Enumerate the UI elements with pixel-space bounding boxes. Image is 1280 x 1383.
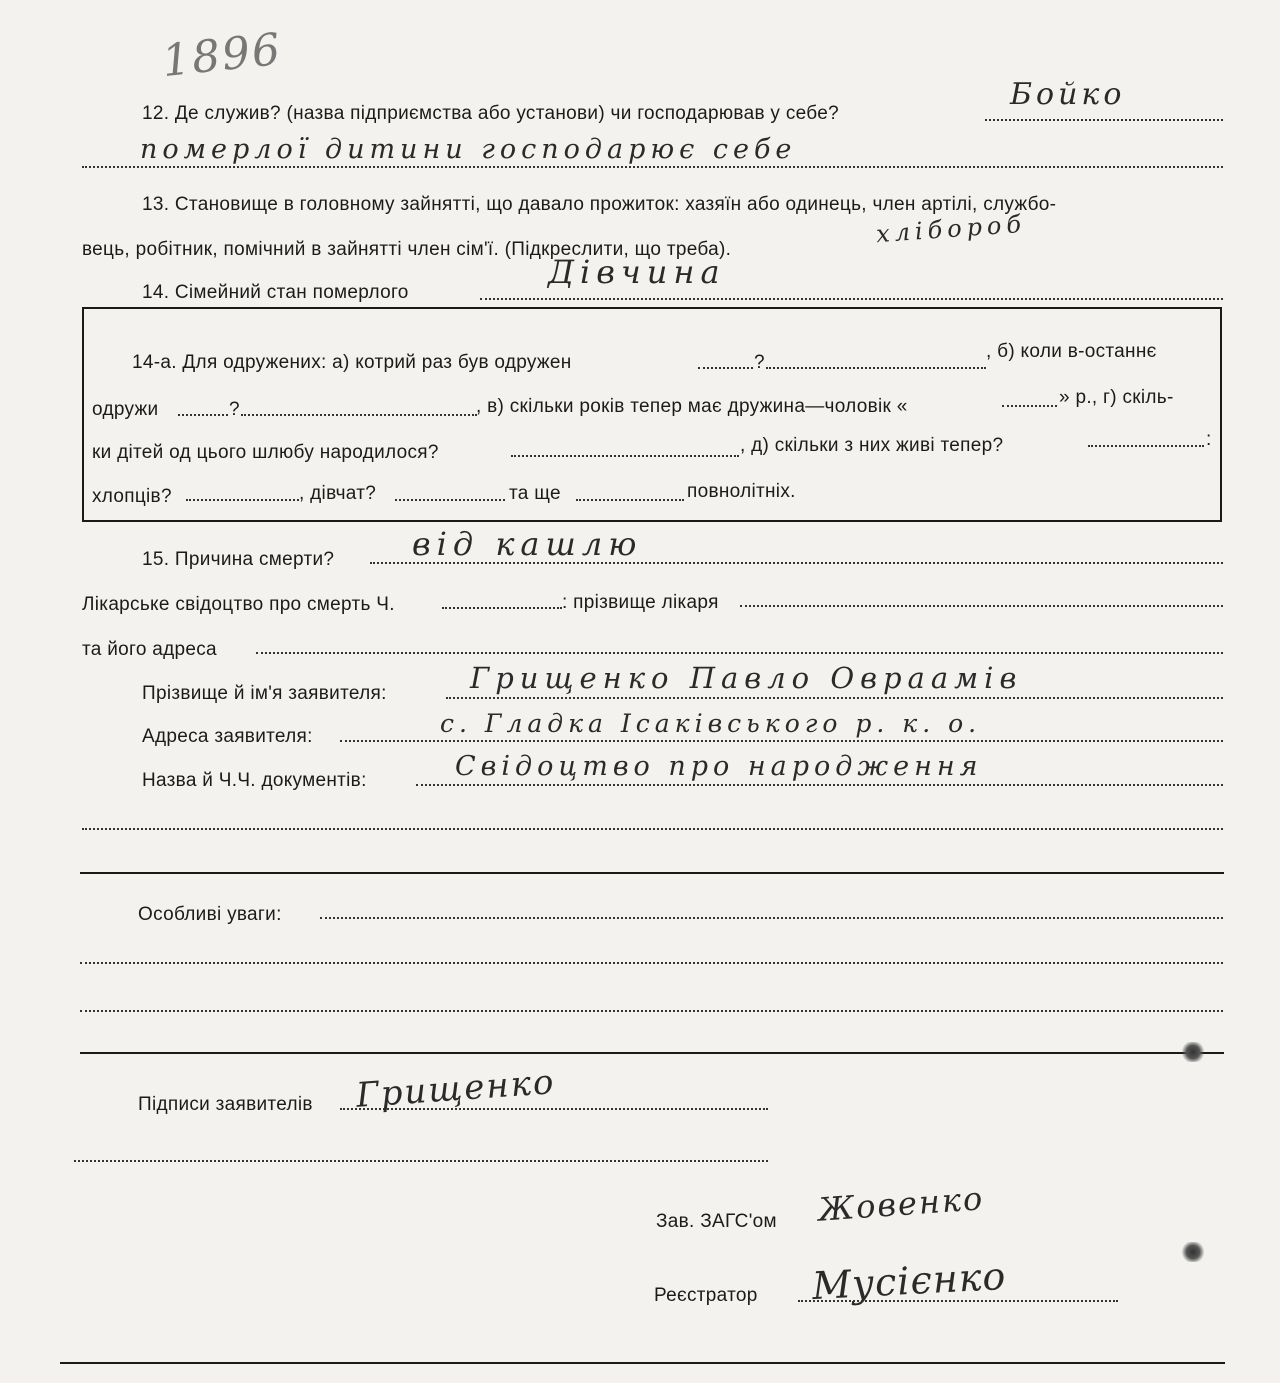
section-divider-2	[80, 1052, 1224, 1054]
q14a-line-4-fill-3	[576, 499, 684, 501]
ink-blot	[1180, 1042, 1206, 1062]
q12-line-2	[82, 166, 1223, 168]
q14a-line-4a: хлопців?	[92, 486, 172, 507]
q13-line-1: 13. Становище в головному зайнятті, що давало прожиток: хазяїн або одинець, член артілі, службо-	[142, 194, 1057, 215]
ink-blot-2	[1180, 1242, 1206, 1262]
q14a-line-3-fill-1	[511, 455, 739, 457]
notes-line-3	[80, 1010, 1223, 1012]
q12-line	[985, 119, 1223, 121]
q14a-line-2b: ?	[229, 399, 240, 420]
applicant-signature-label: Підписи заявителів	[138, 1094, 313, 1115]
q14-label: 14. Сімейний стан померлого	[142, 282, 409, 303]
section-divider-1	[80, 872, 1224, 874]
q12-answer-1: Бойко	[1010, 77, 1126, 112]
q14a-line-1c: , б) коли в-останнє	[986, 341, 1157, 362]
q14a-line-3b: , д) скільки з них живі тепер?	[740, 435, 1004, 456]
q15-answer: від кашлю	[412, 525, 643, 563]
blank-line-1	[82, 828, 1223, 830]
q14a-line-2-fill-1	[178, 414, 228, 416]
registrar-signature: Мусієнко	[810, 1253, 1008, 1309]
applicant-name-line	[446, 697, 1223, 699]
doctor-line	[740, 605, 1223, 607]
documents-line	[416, 784, 1223, 786]
q14a-line-2a: одружи	[92, 399, 159, 420]
q14a-line-2-fill-3	[1002, 405, 1057, 407]
notes-label: Особливі уваги:	[138, 904, 282, 925]
q14a-line-2c: , в) скільки років тепер має дружина—чоловік «	[476, 396, 908, 417]
applicant-address-value: с. Гладка Ісаківського р. к. о.	[440, 709, 982, 738]
q12-answer-2: померлої дитини господарює себе	[140, 134, 797, 165]
head-label: Зав. ЗАГС'ом	[656, 1211, 777, 1232]
bottom-rule	[60, 1362, 1225, 1364]
q14-line	[480, 298, 1223, 300]
archive-number: 1896	[159, 23, 285, 88]
doctor-address-line	[256, 652, 1223, 654]
notes-line-2	[80, 962, 1223, 964]
q14a-line-1-fill-2	[766, 367, 986, 369]
q14a-line-3c: :	[1206, 429, 1212, 450]
q13-answer: хлібороб	[875, 209, 1027, 249]
q15-label: 15. Причина смерти?	[142, 549, 335, 570]
applicant-address-label: Адреса заявителя:	[142, 726, 313, 747]
q14a-line-4d: повнолітніх.	[687, 481, 796, 502]
q14a-line-3a: ки дітей од цього шлюбу народилося?	[92, 442, 439, 463]
q14a-line-4-fill-1	[186, 499, 299, 501]
q13-line-2: вець, робітник, помічний в зайнятті член сім'ї. (Підкреслити, що треба).	[82, 239, 732, 260]
q14a-line-4c: та ще	[509, 483, 561, 504]
applicant-signature: Грищенко	[354, 1062, 557, 1116]
medical-certificate-label: Лікарське свідоцтво про смерть Ч.	[82, 594, 395, 615]
applicant-name-label: Прізвище й ім'я заявителя:	[142, 683, 387, 704]
doctor-address-label: та його адреса	[82, 639, 217, 660]
q12-label: 12. Де служив? (назва підприємства або установи) чи господарював у себе?	[142, 103, 839, 124]
q14a-line-1-fill-1	[698, 367, 753, 369]
notes-line-1	[320, 917, 1223, 919]
q14-answer: Дівчина	[548, 253, 726, 291]
doctor-label: : прізвище лікаря	[562, 592, 719, 613]
q14a-line-3-fill-2	[1088, 445, 1204, 447]
applicant-address-line	[340, 740, 1223, 742]
applicant-name-value: Грищенко Павло Овраамів	[470, 661, 1023, 695]
q14a-line-1a: 14-а. Для одружених: а) котрий раз був одружен	[132, 352, 572, 373]
head-signature: Жовенко	[816, 1179, 986, 1229]
q14a-line-1b: ?	[754, 352, 765, 373]
documents-label: Назва й Ч.Ч. документів:	[142, 770, 367, 791]
q14a-line-2d: » р., г) скіль-	[1059, 387, 1174, 408]
q14a-line-2-fill-2	[241, 414, 477, 416]
q14a-line-4-fill-2	[395, 499, 505, 501]
q14a-line-4b: , дівчат?	[299, 483, 377, 504]
registrar-label: Реєстратор	[654, 1285, 758, 1306]
applicant-signature-line-2	[74, 1160, 768, 1162]
documents-value: Свідоцтво про народження	[455, 751, 983, 782]
medical-certificate-line	[442, 607, 562, 609]
